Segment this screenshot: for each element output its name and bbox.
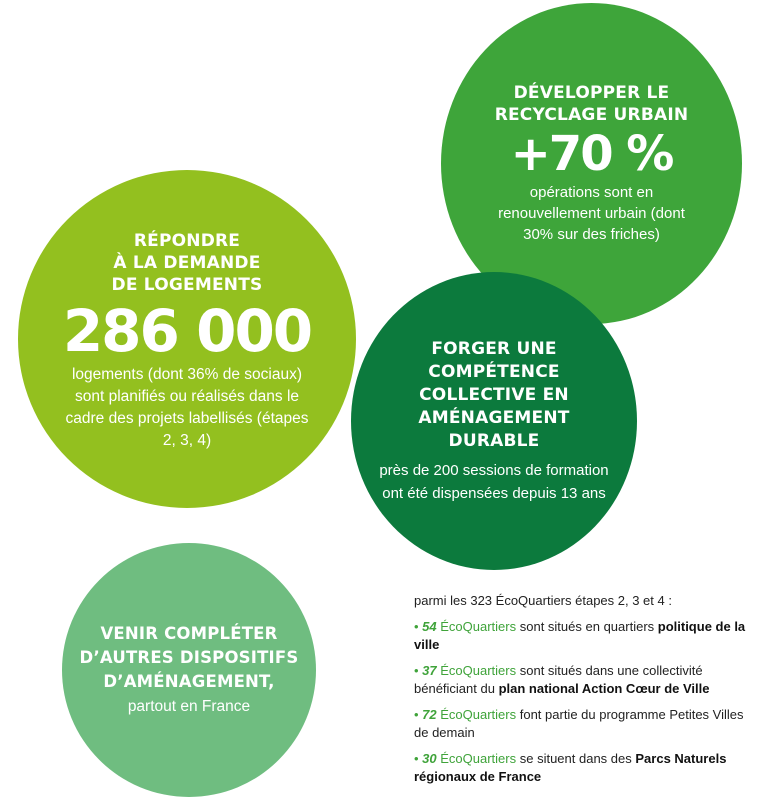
stat-number: 37 [422, 663, 437, 678]
stats-intro: parmi les 323 ÉcoQuartiers étapes 2, 3 et 4 : [414, 593, 672, 608]
logements-heading-line: DE LOGEMENTS [111, 275, 263, 295]
list-item [414, 618, 759, 654]
ecoquartiers-stats [414, 592, 759, 794]
stat-text: se situent dans des [516, 751, 636, 766]
stat-text: font partie du programme Petites Villes de demain [414, 707, 744, 740]
recyclage-heading [495, 82, 689, 126]
circle-dispositifs [62, 543, 316, 797]
logements-heading-line: RÉPONDRE [133, 231, 241, 251]
list-item [414, 662, 759, 698]
stat-number: 72 [422, 707, 437, 722]
bullet: • [414, 663, 423, 678]
stat-brand: ÉcoQuartiers [436, 751, 517, 766]
recyclage-figure: +70 % [510, 126, 673, 182]
stat-number: 30 [422, 751, 437, 766]
stat-bold: Parcs Naturels régionaux de France [414, 751, 727, 784]
stat-brand: ÉcoQuartiers [436, 707, 517, 722]
circle-logements [18, 170, 356, 508]
stat-bold: politique de la ville [414, 619, 746, 652]
recyclage-heading-line: RECYCLAGE URBAIN [494, 105, 689, 125]
stat-brand: ÉcoQuartiers [436, 619, 517, 634]
logements-text: logements (dont 36% de sociaux) sont planifiés ou réalisés dans le cadre des projets labellisés (étapes 2, 3, 4) [65, 366, 309, 449]
recyclage-text: opérations sont en renouvellement urbain (dont 30% sur des friches) [498, 184, 685, 243]
stat-bold: plan national Action Cœur de Ville [498, 681, 710, 696]
dispositifs-heading: VENIR COMPLÉTER D’AUTRES DISPOSITIFS D’AMÉNAGEMENT, [79, 624, 299, 691]
stat-text: sont situés en quartiers [516, 619, 658, 634]
list-item [414, 750, 759, 786]
stat-number: 54 [422, 619, 437, 634]
bullet: • [414, 707, 423, 722]
stat-text: sont situés dans une collectivité bénéficiant du [414, 663, 703, 696]
stat-brand: ÉcoQuartiers [436, 663, 517, 678]
dispositifs-text: partout en France [127, 698, 251, 715]
list-item [414, 706, 759, 742]
bullet: • [414, 619, 423, 634]
competence-text: près de 200 sessions de formation ont été dispensées depuis 13 ans [379, 461, 609, 502]
competence-heading: FORGER UNE COMPÉTENCE COLLECTIVE EN AMÉNAGEMENT DURABLE [418, 338, 570, 451]
circle-competence [351, 272, 637, 570]
logements-heading [112, 230, 263, 296]
logements-heading-line: À LA DEMANDE [113, 253, 261, 273]
logements-figure: 286 000 [62, 297, 312, 365]
bullet: • [414, 751, 423, 766]
recyclage-heading-line: DÉVELOPPER LE [513, 83, 670, 103]
